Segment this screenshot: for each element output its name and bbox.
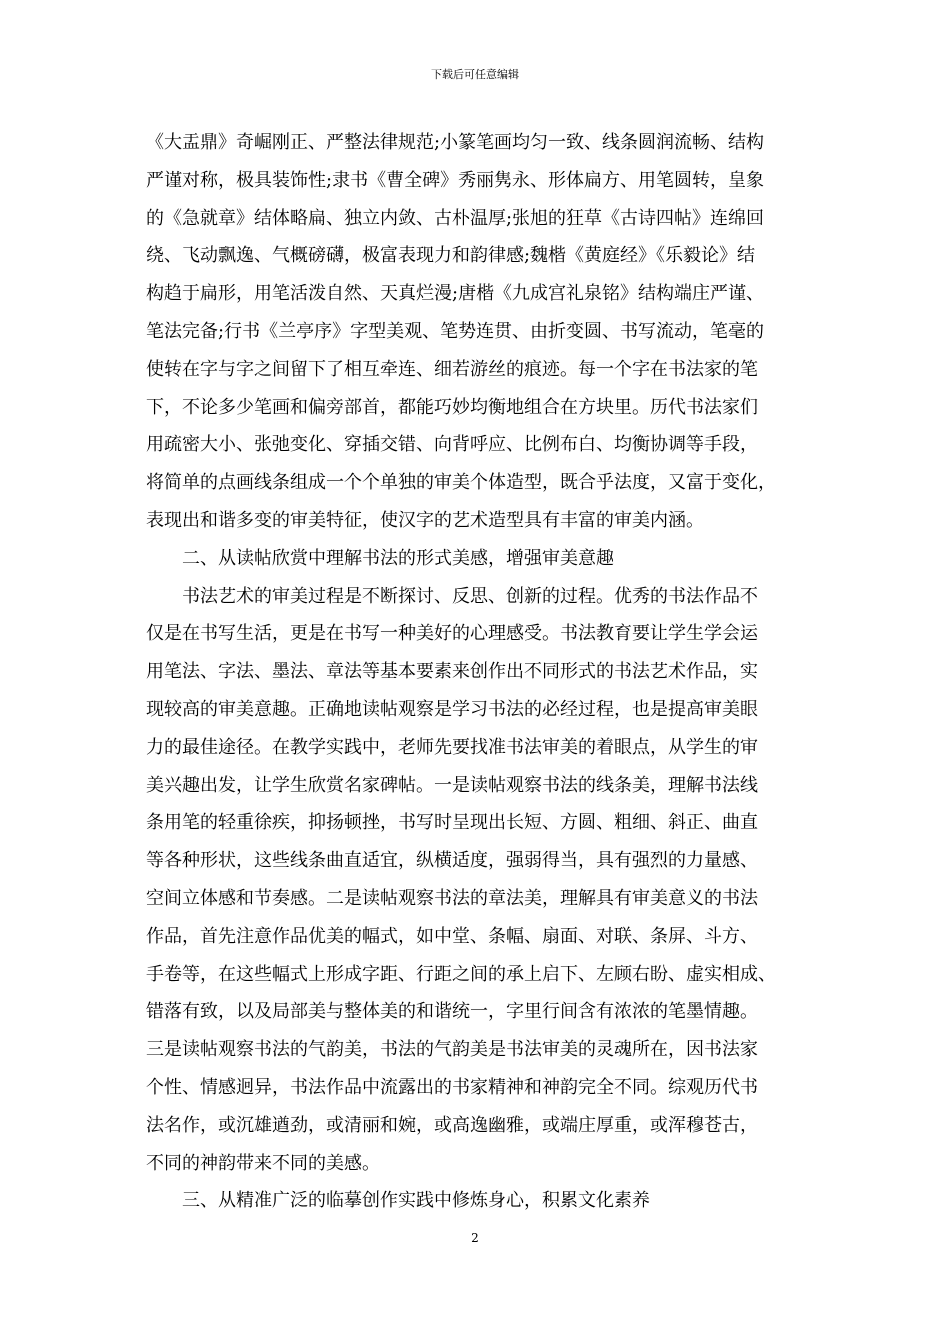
body-line: 笔法完备;行书《兰亭序》字型美观、笔势连贯、由折变圆、书写流动，笔毫的 (146, 320, 765, 342)
body-line: 现较高的审美意趣。正确地读帖观察是学习书法的必经过程，也是提高审美眼 (146, 698, 758, 720)
page-header: 下载后可任意编辑 (431, 68, 519, 81)
body-line: 使转在字与字之间留下了相互牵连、细若游丝的痕迹。每一个字在书法家的笔 (146, 358, 758, 380)
body-line: 法名作，或沉雄遒劲，或清丽和婉，或高逸幽雅，或端庄厚重，或浑穆苍古， (146, 1114, 758, 1136)
section-heading-3: 三、从精准广泛的临摹创作实践中修炼身心，积累文化素养 (182, 1190, 650, 1212)
document-body (146, 124, 830, 1220)
body-line: 错落有致，以及局部美与整体美的和谐统一，字里行间含有浓浓的笔墨情趣。 (146, 1001, 758, 1023)
body-line: 用笔法、字法、墨法、章法等基本要素来创作出不同形式的书法艺术作品，实 (146, 661, 758, 683)
body-line: 美兴趣出发，让学生欣赏名家碑帖。一是读帖观察书法的线条美，理解书法线 (146, 774, 758, 796)
body-line: 仅是在书写生活，更是在书写一种美好的心理感受。书法教育要让学生学会运 (146, 623, 758, 645)
body-line: 书法艺术的审美过程是不断探讨、反思、创新的过程。优秀的书法作品不 (182, 585, 758, 607)
body-line: 三是读帖观察书法的气韵美，书法的气韵美是书法审美的灵魂所在，因书法家 (146, 1039, 758, 1061)
body-line: 绕、飞动飘逸、气概磅礴，极富表现力和韵律感;魏楷《黄庭经》《乐毅论》结 (146, 245, 756, 267)
body-line: 个性、情感迥异，书法作品中流露出的书家精神和神韵完全不同。综观历代书 (146, 1076, 758, 1098)
body-line: 的《急就章》结体略扁、独立内敛、古朴温厚;张旭的狂草《古诗四帖》连绵回 (146, 207, 765, 229)
body-line: 条用笔的轻重徐疾，抑扬顿挫，书写时呈现出长短、方圆、粗细、斜正、曲直 (146, 812, 758, 834)
body-line: 用疏密大小、张弛变化、穿插交错、向背呼应、比例布白、均衡协调等手段， (146, 434, 758, 456)
body-line: 表现出和谐多变的审美特征，使汉字的艺术造型具有丰富的审美内涵。 (146, 509, 704, 531)
body-line: 下，不论多少笔画和偏旁部首，都能巧妙均衡地组合在方块里。历代书法家们 (146, 396, 758, 418)
body-line: 手卷等，在这些幅式上形成字距、行距之间的承上启下、左顾右盼、虚实相成、 (146, 963, 776, 985)
body-line: 力的最佳途径。在教学实践中，老师先要找准书法审美的着眼点，从学生的审 (146, 736, 758, 758)
section-heading-2: 二、从读帖欣赏中理解书法的形式美感，增强审美意趣 (182, 547, 614, 569)
page-number: 2 (471, 1231, 479, 1245)
body-line: 空间立体感和节奏感。二是读帖观察书法的章法美，理解具有审美意义的书法 (146, 887, 758, 909)
body-line: 《大盂鼎》奇崛刚正、严整法律规范;小篆笔画均匀一致、线条圆润流畅、结构 (146, 132, 765, 153)
body-line: 作品，首先注意作品优美的幅式，如中堂、条幅、扇面、对联、条屏、斗方、 (146, 925, 758, 947)
body-line: 等各种形状，这些线条曲直适宜，纵横适度，强弱得当，具有强烈的力量感、 (146, 850, 758, 872)
body-line: 将简单的点画线条组成一个个单独的审美个体造型，既合乎法度，又富于变化， (146, 472, 776, 494)
body-line: 构趋于扁形，用笔活泼自然、天真烂漫;唐楷《九成宫礼泉铭》结构端庄严谨、 (146, 283, 765, 305)
body-line: 严谨对称，极具装饰性;隶书《曹全碑》秀丽隽永、形体扁方、用笔圆转，皇象 (146, 169, 765, 191)
body-line: 不同的神韵带来不同的美感。 (146, 1152, 380, 1174)
